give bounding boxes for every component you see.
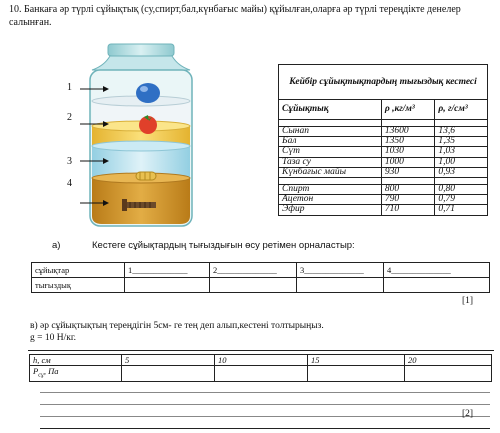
order-table	[31, 262, 490, 293]
density-header-kgm3: ρ ,кг/м³	[381, 100, 435, 120]
table-row: Спирт 800 0,80	[279, 185, 488, 195]
figure-label-1: 1	[67, 82, 72, 93]
order-density-3[interactable]	[297, 278, 384, 293]
part-b-marks: [2]	[462, 409, 474, 419]
corn-icon	[136, 172, 156, 180]
table-row: Таза су 1000 1,00	[279, 157, 488, 167]
figure-label-3: 3	[67, 156, 72, 167]
order-slot-4[interactable]: 4______________	[384, 263, 490, 278]
jar-rim	[108, 44, 174, 56]
density-table-title: Кейбір сұйықтықтардың тығыздық кестесі	[279, 65, 488, 100]
arrows	[78, 80, 118, 210]
pressure-cell-1[interactable]	[122, 366, 215, 382]
h-value-20: 20	[405, 355, 492, 366]
density-header-liquid: Сұйықтық	[279, 100, 382, 120]
order-slot-1[interactable]: 1_____________	[125, 263, 210, 278]
pressure-cell-4[interactable]	[405, 366, 492, 382]
table-row: Сүт 1030 1,03	[279, 147, 488, 157]
h-label: h, см	[30, 355, 122, 366]
answer-line-2[interactable]	[40, 404, 490, 405]
answer-line-1[interactable]	[40, 392, 490, 393]
h-value-10: 10	[215, 355, 308, 366]
h-value-5: 5	[122, 355, 215, 366]
pressure-label: $P_{сұ}$, Па	[30, 366, 122, 382]
table-row: Бал 1350 1,35	[279, 137, 488, 147]
divider	[28, 350, 494, 351]
ball-icon	[136, 83, 160, 103]
order-slot-2[interactable]: 2______________	[210, 263, 297, 278]
table-row: Сынап 13600 13,6	[279, 127, 488, 137]
question-10-text: 10. Банкаға әр түрлі сұйықтық (су,спирт,бал,күнбағыс майы) құйылған,оларға әр түрлі тереңдікте денелер салынған.	[9, 4, 461, 28]
figure-label-2: 2	[67, 112, 72, 123]
order-density-2[interactable]	[210, 278, 297, 293]
order-liquids-label: сұйықтар	[32, 263, 125, 278]
jar-shoulder	[92, 56, 190, 70]
part-a-label: а)	[52, 240, 61, 251]
answer-line-3[interactable]	[40, 416, 490, 417]
order-density-label: тығыздық	[32, 278, 125, 293]
pressure-cell-2[interactable]	[215, 366, 308, 382]
order-density-4[interactable]	[384, 278, 490, 293]
table-row: Ацетон 790 0,79	[279, 195, 488, 205]
figure-label-4: 4	[67, 178, 72, 189]
part-b-text: в) әр сұйықтықтың тереңдігін 5см- ге тең деп алып,кестені толтырыңыз.	[30, 321, 324, 331]
bottom-line	[40, 428, 490, 429]
table-row: Эфир 710 0,71	[279, 205, 488, 215]
pressure-cell-3[interactable]	[308, 366, 405, 382]
part-a-marks: [1]	[462, 296, 474, 306]
order-density-1[interactable]	[125, 278, 210, 293]
pressure-table	[29, 354, 492, 382]
part-b-g: g = 10 Н/кг.	[30, 333, 77, 343]
density-header-gcm3: ρ, г/см³	[435, 100, 488, 120]
density-table	[278, 64, 488, 216]
h-value-15: 15	[308, 355, 405, 366]
order-slot-3[interactable]: 3______________	[297, 263, 384, 278]
table-row: Күнбағыс майы 930 0,93	[279, 167, 488, 177]
part-a-text: Кестеге сұйықтардың тығыздығын өсу ретімен орналастыр:	[92, 240, 355, 251]
